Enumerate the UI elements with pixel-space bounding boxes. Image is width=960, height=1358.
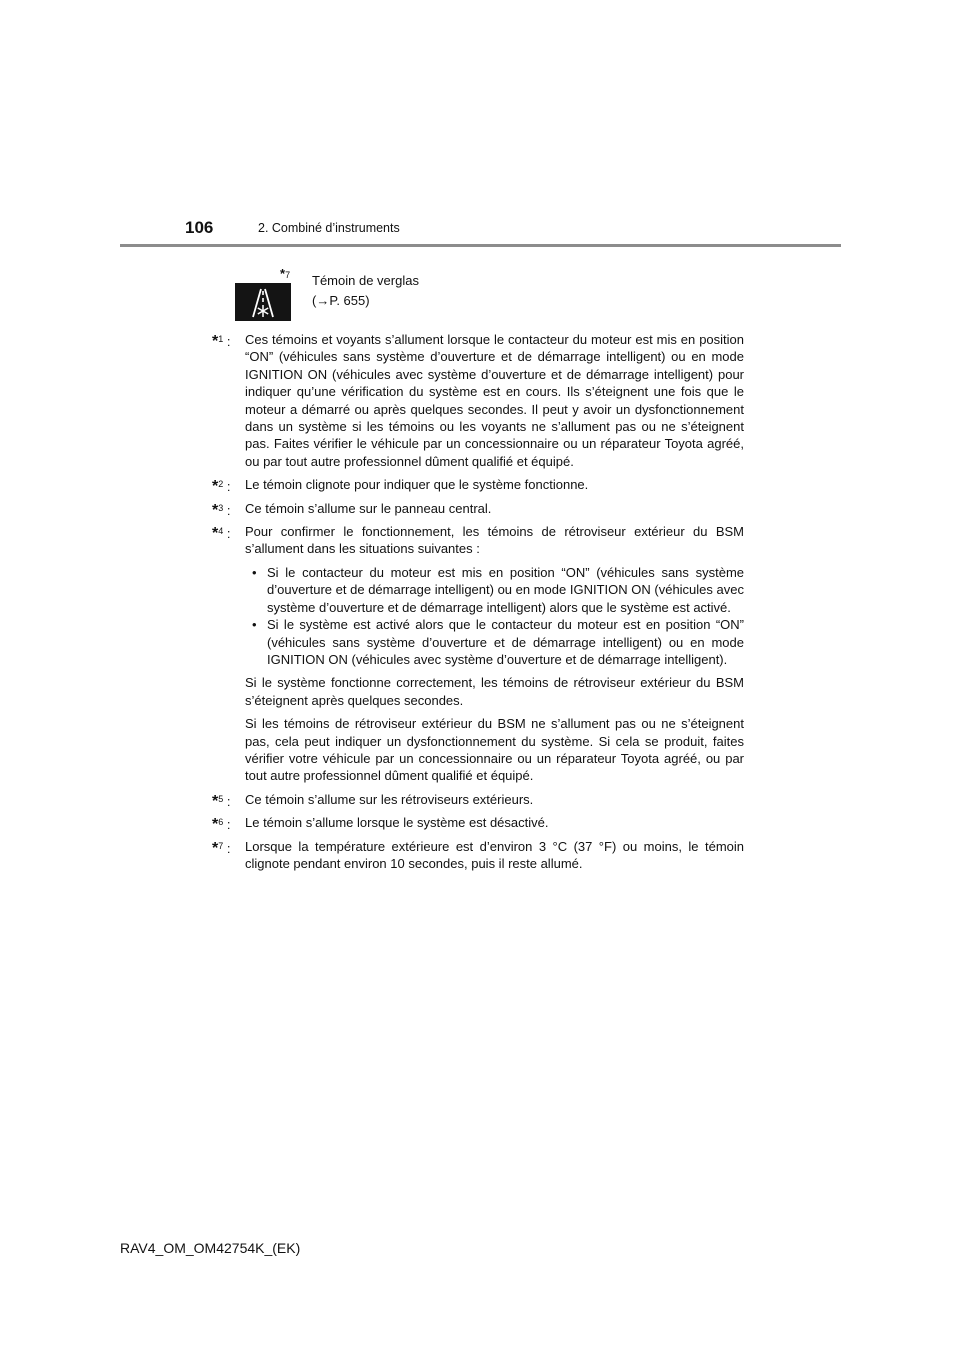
ice-warning-title: Témoin de verglas (312, 273, 419, 288)
footnote-1 (212, 331, 744, 470)
bullet-icon: • (252, 564, 257, 580)
icon-footnote-ref: *7 (280, 266, 291, 281)
footnote-6 (212, 814, 744, 834)
ice-warning-icon (235, 283, 291, 321)
document-code: RAV4_OM_OM42754K_(EK) (120, 1240, 301, 1256)
footnotes (212, 331, 744, 878)
footnote-text: Lorsque la température extérieure est d’environ 3 °C (37 °F) ou moins, le témoin clignote pendant environ 10 secondes, puis il reste allumé. (245, 838, 744, 871)
footnote-marker: *$^7$ : (212, 839, 231, 857)
section-title: 2. Combiné d’instruments (258, 221, 400, 235)
footnote-text: Le témoin clignote pour indiquer que le système fonctionne. (245, 477, 589, 493)
footnote-text: Ce témoin s’allume sur les rétroviseurs extérieurs. (245, 791, 534, 807)
footnote-marker: *$^3$ : (212, 501, 231, 519)
footnote-marker: *$^1$ : (212, 333, 231, 350)
footnote-text: Ce témoin s’allume sur le panneau central. (245, 500, 492, 516)
footnote-5 (212, 791, 744, 808)
bullet-list (245, 564, 744, 668)
bullet-item: • Si le contacteur du moteur est mis en position “ON” (véhicules sans système d’ouverture et de démarrage intelligent) ou en mode IGNITION ON (véhicules avec système d’ouverture et de démarrage intelligent) alors que le système est activé. (252, 564, 744, 615)
bullet-item: • Si le système est activé alors que le contacteur du moteur est en position “ON” (véhicules sans système d’ouverture et de démarrage intelligent) ou en mode IGNITION ON (véhicules avec système d’ouverture et de démarrage intelligent). (252, 617, 744, 667)
footnote-text: Pour confirmer le fonctionnement, les témoins de rétroviseur extérieur du BSM s’allument dans les situations suivantes : (245, 524, 744, 557)
footnote-marker: *$^6$ : (212, 816, 231, 834)
page-number: 106 (185, 218, 214, 237)
footnote-text: Le témoin s’allume lorsque le système est désactivé. (245, 815, 549, 831)
bullet-icon: • (252, 617, 257, 633)
footnote-7 (212, 838, 744, 873)
footnote-marker: *$^5$ : (212, 792, 231, 810)
footnote-2 (212, 476, 744, 496)
header-rule (120, 244, 841, 247)
footnote-marker: *$^2$ : (212, 478, 231, 496)
footnote-paragraph: Si le système fonctionne correctement, les témoins de rétroviseur extérieur du BSM s’éteignent après quelques secondes. (245, 675, 744, 708)
ice-warning-page-ref[interactable]: (→P. 655) (312, 293, 370, 308)
footnote-3 (212, 500, 744, 517)
footnote-paragraph: Si les témoins de rétroviseur extérieur du BSM ne s’allument pas ou ne s’éteignent pas, cela peut indiquer un dysfonctionnement du système. Si cela se produit, faites vérifier votre véhicule par un concessionnaire ou un réparateur Toyota agréé, ou par tout autre professionnel dûment qualifié et équipé. (245, 716, 744, 784)
footnote-text: Ces témoins et voyants s’allument lorsque le contacteur du moteur est mis en position “ON” (véhicules sans système d’ouverture et de démarrage intelligent) ou en mode IGNITION ON (véhicules avec système d’ouverture et de démarrage intelligent) pour indiquer qu’une vérification du système est en cours. Ils s’éteignent une fois que le moteur a démarré ou après quelques secondes. Il peut y avoir un dysfonctionnement dans un système si les témoins ou les voyants ne s’allument pas ou ne s’éteignent pas. Faites vérifier le véhicule par un concessionnaire ou un réparateur Toyota agréé, ou par tout autre professionnel dûment qualifié et équipé. (245, 332, 744, 469)
footnote-4 (212, 523, 744, 785)
footnote-marker: *$^4$ : (212, 525, 231, 543)
